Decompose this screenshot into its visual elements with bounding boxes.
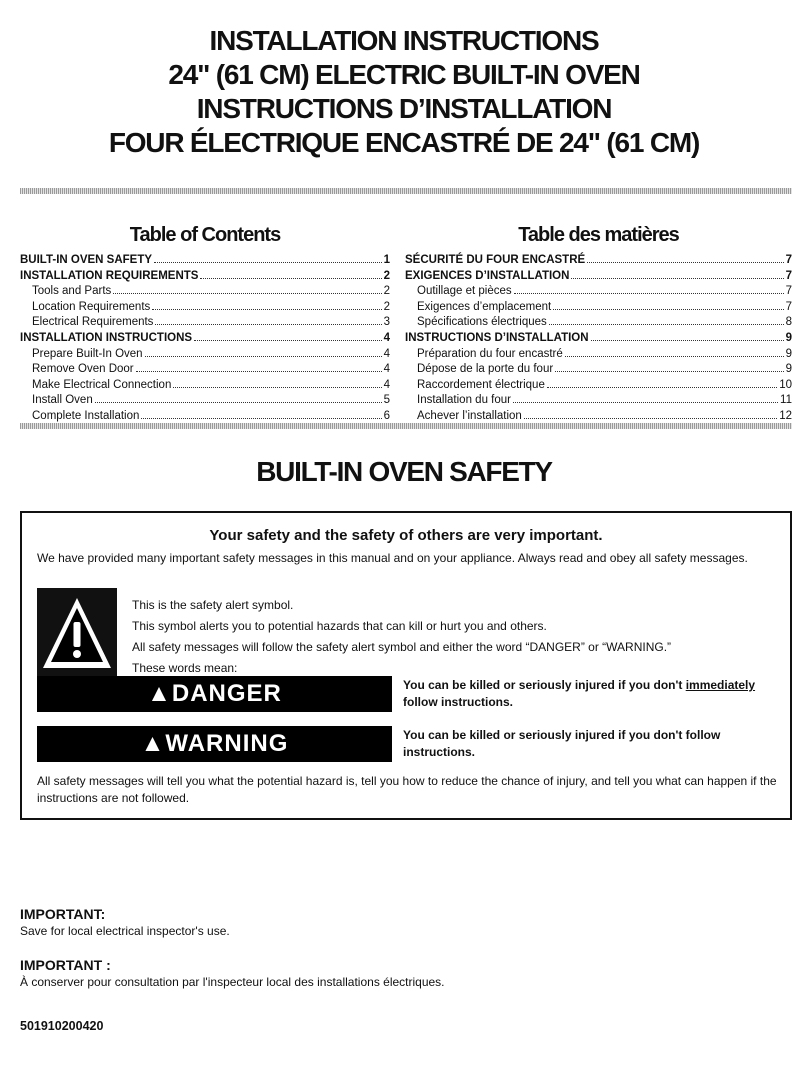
- title-line-2: 24" (61 CM) ELECTRIC BUILT-IN OVEN: [168, 59, 640, 90]
- toc-entry: [20, 269, 390, 285]
- toc-entry-page: 12: [779, 409, 792, 422]
- dot-leader: [555, 362, 783, 372]
- dot-leader: [141, 409, 381, 419]
- dot-leader: [95, 393, 382, 403]
- toc-entry-label: Raccordement électrique: [417, 378, 545, 391]
- important-text: Save for local electrical inspector's use.: [20, 924, 230, 938]
- toc-entry-label: Remove Oven Door: [32, 363, 134, 376]
- alert-triangle-icon: ▲: [140, 730, 166, 757]
- important-heading: IMPORTANT:: [20, 906, 106, 922]
- toc-entry-page: 7: [785, 269, 792, 282]
- warning-sign: [37, 726, 392, 762]
- toc-entry: [20, 378, 390, 394]
- toc-entry-label: Préparation du four encastré: [417, 347, 563, 360]
- hatched-divider-bottom: [20, 423, 792, 429]
- toc-english: [20, 220, 390, 425]
- toc-entry-label: EXIGENCES D’INSTALLATION: [405, 269, 570, 282]
- toc-entry: [405, 331, 792, 347]
- toc-entry-label: Spécifications électriques: [417, 316, 547, 329]
- title-line-4: FOUR ÉLECTRIQUE ENCASTRÉ DE 24" (61 CM): [108, 127, 700, 158]
- toc-entry: [405, 347, 792, 363]
- toc-english-rows: [20, 253, 390, 425]
- dot-leader: [173, 378, 381, 388]
- section-title: BUILT-IN OVEN SAFETY: [256, 456, 552, 487]
- safety-intro: We have provided many important safety messages in this manual and on your appliance. Always read and obey all safety messages.: [37, 551, 748, 565]
- alert-line: All safety messages will follow the safety alert symbol and either the word “DANGER” or “WARNING.”: [132, 640, 672, 654]
- toc-entry-page: 6: [383, 409, 390, 422]
- dot-leader: [591, 331, 784, 341]
- dot-leader: [152, 300, 381, 310]
- document-title: [0, 24, 808, 160]
- safety-outro: All safety messages will tell you what the potential hazard is, tell you how to reduce the chance of injury, and tell you what can happen if the instructions are not followed.: [37, 774, 777, 805]
- toc-entry-page: 7: [785, 254, 792, 266]
- important-heading-french: IMPORTANT :: [20, 957, 111, 973]
- alert-line: This is the safety alert symbol.: [132, 598, 294, 612]
- danger-text-end: follow instructions.: [403, 695, 513, 709]
- safety-alert-icon: [37, 588, 117, 678]
- dot-leader: [587, 253, 783, 263]
- toc-entry-page: 10: [779, 378, 792, 391]
- toc-entry-label: SÉCURITÉ DU FOUR ENCASTRÉ: [405, 254, 586, 266]
- toc-entry-label: Complete Installation: [32, 409, 140, 422]
- important-english: [20, 906, 780, 939]
- toc-entry-page: 2: [383, 285, 390, 298]
- safety-message-box: [20, 511, 792, 820]
- dot-leader: [547, 378, 777, 388]
- toc-entry: [405, 362, 792, 378]
- dot-leader: [553, 300, 783, 310]
- toc-heading-french: Table des matières: [518, 224, 679, 246]
- toc-entry-page: 4: [383, 347, 390, 360]
- toc-entry-page: 7: [785, 300, 792, 313]
- dot-leader: [571, 269, 783, 279]
- toc-entry-page: 4: [383, 363, 390, 376]
- toc-entry: [20, 393, 390, 409]
- warning-label: WARNING: [165, 730, 289, 757]
- toc-entry-page: 9: [785, 331, 792, 344]
- dot-leader: [565, 347, 784, 357]
- dot-leader: [513, 393, 778, 403]
- dot-leader: [136, 362, 382, 372]
- dot-leader: [514, 284, 784, 294]
- toc-entry-label: Achever l’installation: [417, 409, 522, 422]
- toc-entry: [20, 331, 390, 347]
- toc-entry-label: Location Requirements: [32, 300, 151, 313]
- toc-entry-label: INSTALLATION INSTRUCTIONS: [20, 331, 193, 344]
- dot-leader: [200, 269, 381, 279]
- toc-entry: [20, 362, 390, 378]
- important-french: [20, 957, 780, 990]
- dot-leader: [154, 253, 382, 263]
- table-of-contents: [20, 220, 792, 435]
- toc-entry-label: Exigences d’emplacement: [417, 300, 552, 313]
- toc-entry-page: 4: [383, 378, 390, 391]
- toc-entry-page: 9: [785, 347, 792, 360]
- toc-entry: [20, 284, 390, 300]
- dot-leader: [524, 409, 777, 419]
- toc-entry: [405, 253, 792, 269]
- toc-entry: [405, 315, 792, 331]
- alert-triangle-icon: ▲: [147, 680, 172, 707]
- toc-entry: [20, 315, 390, 331]
- toc-entry-label: INSTRUCTIONS D’INSTALLATION: [405, 331, 589, 344]
- alert-line: This symbol alerts you to potential hazards that can kill or hurt you and others.: [132, 619, 547, 633]
- important-text-french: À conserver pour consultation par l'inspecteur local des installations électriques.: [20, 975, 445, 989]
- toc-entry-page: 4: [383, 331, 390, 344]
- dot-leader: [145, 347, 382, 357]
- toc-french: [405, 220, 792, 425]
- toc-entry: [405, 269, 792, 285]
- danger-text: You can be killed or seriously injured if you don't: [403, 678, 686, 692]
- toc-entry: [405, 284, 792, 300]
- toc-heading-english: Table of Contents: [129, 224, 281, 246]
- title-line-1: INSTALLATION INSTRUCTIONS: [209, 25, 599, 56]
- toc-entry: [20, 347, 390, 363]
- toc-entry: [20, 300, 390, 316]
- toc-entry-label: Install Oven: [32, 394, 93, 407]
- toc-entry-label: Outillage et pièces: [417, 285, 512, 298]
- warning-description: You can be killed or seriously injured if you don't follow instructions.: [403, 728, 721, 759]
- toc-entry-label: Dépose de la porte du four: [417, 363, 554, 376]
- toc-entry: [405, 393, 792, 409]
- toc-entry-label: Tools and Parts: [32, 285, 112, 298]
- hatched-divider-top: [20, 188, 792, 194]
- toc-entry-page: 8: [785, 316, 792, 329]
- toc-entry-label: Prepare Built-In Oven: [32, 347, 143, 360]
- toc-entry-page: 7: [785, 285, 792, 298]
- safety-headline: Your safety and the safety of others are very important.: [209, 527, 603, 544]
- toc-entry-label: Installation du four: [417, 394, 511, 407]
- toc-entry-label: INSTALLATION REQUIREMENTS: [20, 269, 199, 282]
- danger-text-emphasis: immediately: [685, 678, 756, 692]
- toc-french-rows: [405, 253, 792, 425]
- danger-label: DANGER: [171, 680, 282, 707]
- dot-leader: [155, 315, 381, 325]
- dot-leader: [113, 284, 381, 294]
- toc-entry-page: 2: [383, 300, 390, 313]
- toc-entry-page: 9: [785, 363, 792, 376]
- toc-entry-page: 11: [780, 394, 792, 407]
- danger-description: [403, 677, 783, 711]
- title-line-3: INSTRUCTIONS D’INSTALLATION: [196, 93, 612, 124]
- toc-entry-label: BUILT-IN OVEN SAFETY: [20, 254, 153, 266]
- toc-entry-page: 5: [383, 394, 390, 407]
- dot-leader: [549, 315, 784, 325]
- toc-entry-label: Make Electrical Connection: [32, 378, 172, 391]
- alert-line: These words mean:: [132, 661, 238, 675]
- toc-entry: [405, 300, 792, 316]
- danger-sign: [37, 676, 392, 712]
- toc-entry: [20, 253, 390, 269]
- toc-entry-page: 1: [383, 254, 390, 266]
- toc-entry-label: Electrical Requirements: [32, 316, 154, 329]
- toc-entry: [405, 378, 792, 394]
- toc-entry-page: 2: [383, 269, 390, 282]
- toc-entry-page: 3: [383, 316, 390, 329]
- part-number: 501910200420: [20, 1019, 104, 1033]
- dot-leader: [194, 331, 382, 341]
- safety-alert-explanation: [132, 595, 782, 679]
